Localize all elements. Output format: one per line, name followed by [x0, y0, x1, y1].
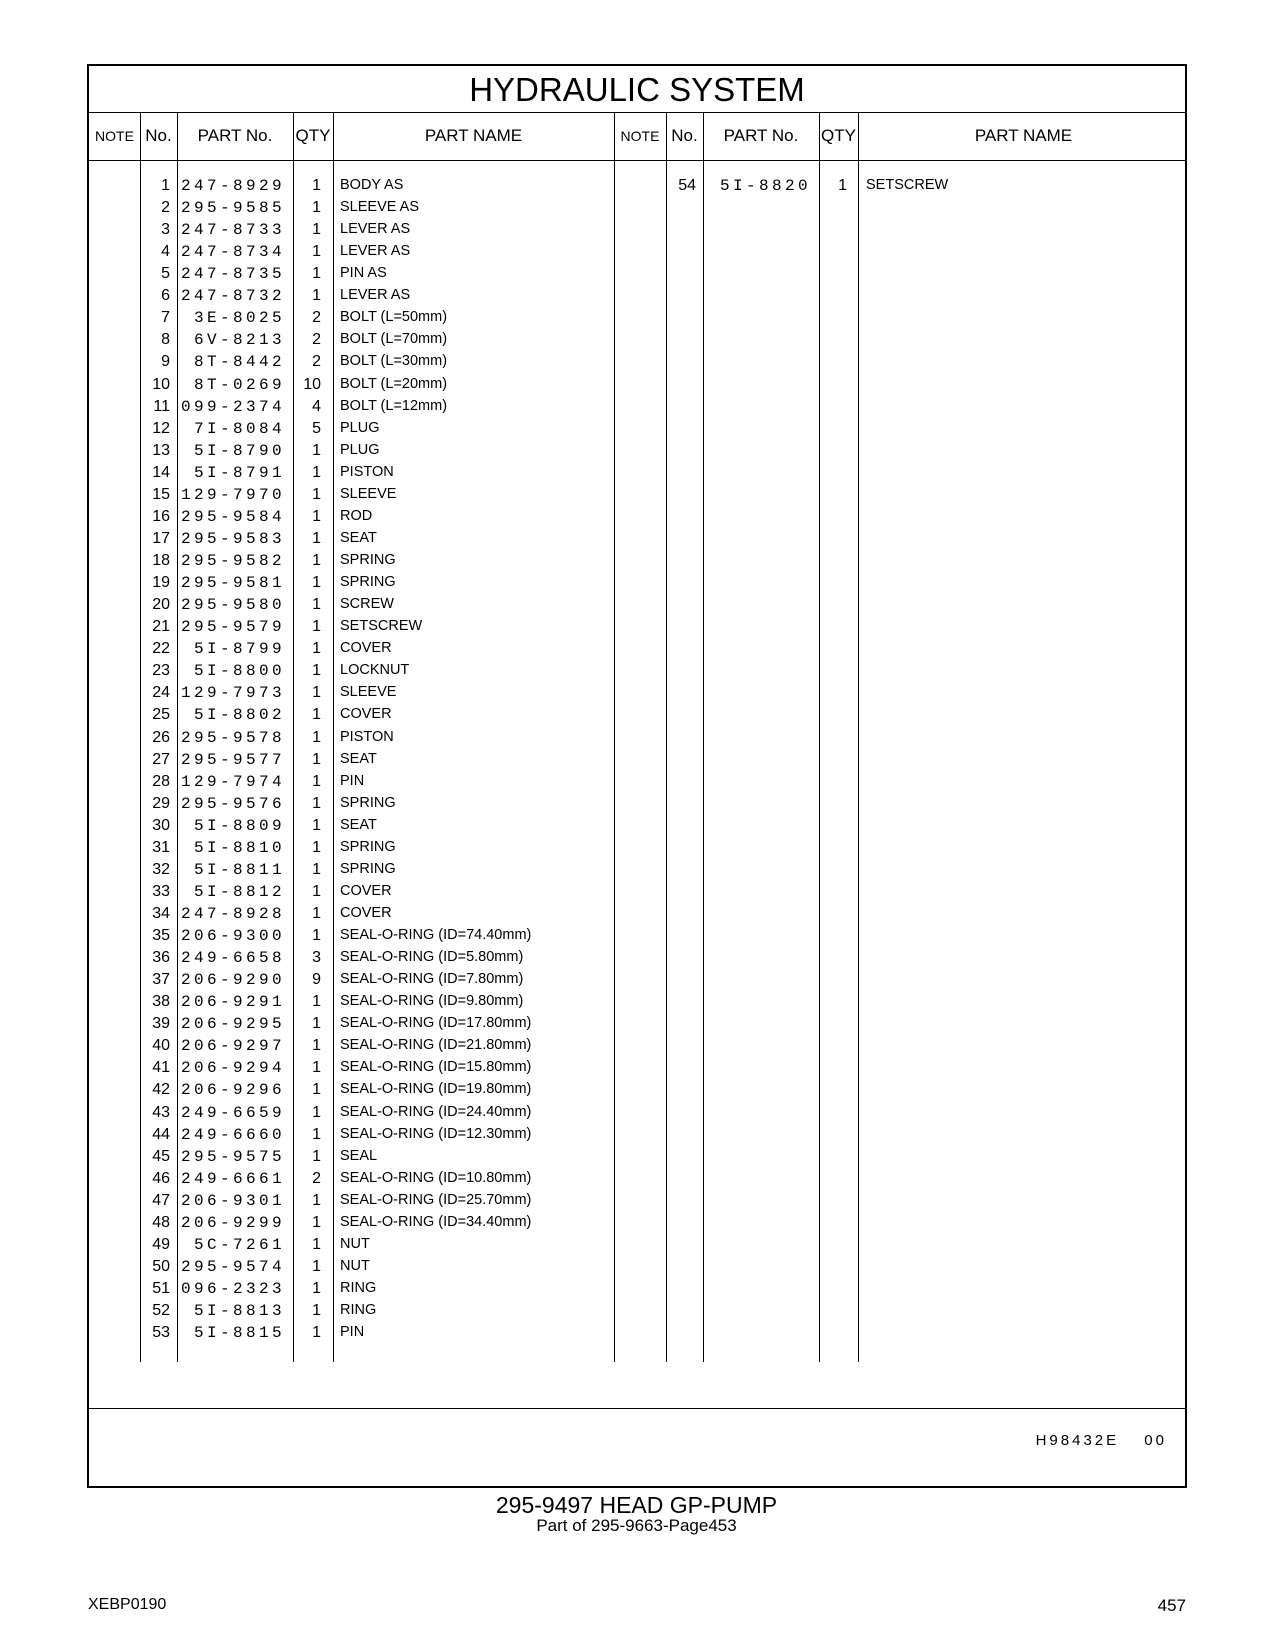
part-index: 42 [152, 1081, 170, 1099]
part-index: 26 [152, 728, 170, 746]
part-index: 18 [152, 552, 170, 570]
part-quantity: 1 [312, 463, 321, 481]
part-name: COVER [340, 640, 392, 657]
part-number: 5I-8800 [193, 662, 285, 681]
part-quantity: 1 [312, 1059, 321, 1077]
table-body-bottom-rule [89, 1408, 1185, 1409]
part-number: 5I-8820 [719, 177, 811, 195]
part-number: 249-6659 [180, 1103, 285, 1122]
part-quantity: 1 [312, 640, 321, 658]
part-index: 16 [152, 507, 170, 525]
part-index: 35 [152, 927, 170, 945]
part-name: LEVER AS [340, 287, 411, 304]
part-index: 53 [152, 1324, 170, 1342]
part-number: 295-9579 [180, 618, 285, 637]
part-name: SEAL-O-RING (ID=19.80mm) [340, 1081, 532, 1098]
part-quantity: 1 [312, 728, 321, 746]
part-quantity: 1 [312, 529, 321, 547]
header-part-name-right: PART NAME [974, 126, 1073, 145]
part-index: 52 [152, 1302, 170, 1320]
part-number: 249-6661 [180, 1169, 285, 1188]
part-quantity: 1 [838, 177, 847, 194]
part-number: 295-9582 [180, 552, 285, 571]
part-number: 5I-8813 [193, 1302, 285, 1321]
part-quantity: 1 [312, 441, 321, 459]
part-name: SEAT [340, 529, 377, 546]
part-quantity: 4 [312, 397, 321, 415]
part-quantity: 1 [312, 1125, 321, 1143]
part-name: SEAT [340, 816, 377, 833]
part-number: 206-9297 [180, 1037, 285, 1056]
part-quantity: 2 [312, 353, 321, 371]
part-name: SETSCREW [340, 618, 423, 635]
part-quantity: 1 [312, 838, 321, 856]
part-index: 21 [152, 618, 170, 636]
part-index: 25 [152, 706, 170, 724]
part-name: LEVER AS [340, 221, 411, 238]
part-index: 20 [152, 596, 170, 614]
part-name: SLEEVE [340, 684, 397, 701]
part-index: 54 [678, 177, 696, 194]
part-name: SCREW [340, 596, 394, 613]
part-number: 249-6658 [180, 949, 285, 968]
part-number: 295-9578 [180, 728, 285, 747]
part-quantity: 1 [312, 1037, 321, 1055]
part-name: PIN [340, 1324, 365, 1341]
part-quantity: 1 [312, 507, 321, 525]
part-name: SPRING [340, 860, 396, 877]
part-number: 206-9294 [180, 1059, 285, 1078]
part-number: 295-9583 [180, 529, 285, 548]
part-quantity: 1 [312, 1324, 321, 1342]
part-number: 3E-8025 [193, 309, 285, 328]
part-index: 33 [152, 882, 170, 900]
part-name: LEVER AS [340, 243, 411, 260]
part-number: 206-9296 [180, 1081, 285, 1100]
part-quantity: 2 [312, 1169, 321, 1187]
part-name: SEAL-O-RING (ID=34.40mm) [340, 1213, 532, 1230]
part-number: 247-8929 [180, 177, 285, 195]
part-index: 8 [161, 331, 170, 349]
part-name: PIN [340, 772, 365, 789]
part-number: 206-9299 [180, 1213, 285, 1232]
part-index: 24 [152, 684, 170, 702]
page-number: 457 [1157, 1596, 1186, 1615]
part-name: SEAL-O-RING (ID=7.80mm) [340, 971, 524, 988]
part-quantity: 1 [312, 265, 321, 283]
part-index: 12 [152, 419, 170, 437]
part-index: 50 [152, 1257, 170, 1275]
table-header [89, 112, 1185, 161]
part-quantity: 3 [312, 949, 321, 967]
part-index: 10 [152, 375, 170, 393]
part-number: 5I-8791 [193, 463, 285, 482]
part-quantity: 1 [312, 221, 321, 239]
part-name: SEAL-O-RING (ID=25.70mm) [340, 1191, 532, 1208]
part-quantity: 1 [312, 684, 321, 702]
parts-table [87, 64, 1187, 1488]
part-quantity: 1 [312, 1103, 321, 1121]
part-quantity: 1 [312, 1280, 321, 1297]
part-index: 40 [152, 1037, 170, 1055]
part-quantity: 1 [312, 662, 321, 680]
part-name: SEAL-O-RING (ID=24.40mm) [340, 1103, 532, 1120]
part-index: 30 [152, 816, 170, 834]
part-quantity: 1 [312, 243, 321, 261]
part-index: 13 [152, 441, 170, 459]
part-number: 295-9575 [180, 1147, 285, 1166]
header-part-no-right: PART No. [723, 126, 799, 145]
assembly-subcaption: Part of 295-9663-Page453 [536, 1516, 737, 1535]
part-index: 27 [152, 750, 170, 768]
part-index: 9 [161, 353, 170, 371]
part-quantity: 1 [312, 1081, 321, 1099]
part-quantity: 1 [312, 596, 321, 614]
part-index: 7 [161, 309, 170, 327]
part-index: 45 [152, 1147, 170, 1165]
drawing-code: H98432E 00 [1035, 1432, 1167, 1449]
part-index: 3 [161, 221, 170, 239]
part-name: SEAL-O-RING (ID=21.80mm) [340, 1037, 532, 1054]
part-number: 8T-0269 [193, 375, 285, 394]
part-name: SEAL-O-RING (ID=17.80mm) [340, 1015, 532, 1032]
column-divider [858, 112, 859, 1362]
part-quantity: 1 [312, 706, 321, 724]
part-number: 5I-8812 [193, 882, 285, 901]
part-name: NUT [340, 1235, 370, 1252]
part-quantity: 1 [312, 750, 321, 768]
header-note-right: NOTE [620, 128, 660, 144]
part-quantity: 2 [312, 309, 321, 327]
part-quantity: 9 [312, 971, 321, 989]
part-name: BOLT (L=20mm) [340, 375, 448, 392]
part-name: PISTON [340, 728, 394, 745]
part-quantity: 1 [312, 287, 321, 305]
part-index: 51 [152, 1280, 170, 1297]
part-quantity: 5 [312, 419, 321, 437]
part-quantity: 1 [312, 485, 321, 503]
part-number: 6V-8213 [193, 331, 285, 350]
part-name: SLEEVE AS [340, 199, 419, 216]
part-number: 7I-8084 [193, 419, 285, 438]
part-number: 206-9300 [180, 927, 285, 946]
part-quantity: 1 [312, 1191, 321, 1209]
part-name: SEAL-O-RING (ID=15.80mm) [340, 1059, 532, 1076]
part-number: 249-6660 [180, 1125, 285, 1144]
part-number: 129-7970 [180, 485, 285, 504]
part-index: 14 [152, 463, 170, 481]
part-number: 5I-8809 [193, 816, 285, 835]
part-name: RING [340, 1280, 377, 1296]
part-index: 38 [152, 993, 170, 1011]
part-quantity: 10 [303, 375, 321, 393]
part-index: 17 [152, 529, 170, 547]
part-quantity: 1 [312, 816, 321, 834]
part-name: SEAL-O-RING (ID=10.80mm) [340, 1169, 532, 1186]
part-number: 295-9585 [180, 199, 285, 218]
part-quantity: 1 [312, 904, 321, 922]
part-index: 15 [152, 485, 170, 503]
part-number: 295-9580 [180, 596, 285, 615]
part-quantity: 1 [312, 1302, 321, 1320]
part-name: SPRING [340, 838, 396, 855]
part-name: BOLT (L=70mm) [340, 331, 448, 348]
part-number: 099-2374 [180, 397, 285, 416]
part-number: 5C-7261 [193, 1235, 285, 1254]
part-index: 19 [152, 574, 170, 592]
part-name: SPRING [340, 574, 396, 591]
part-number: 206-9301 [180, 1191, 285, 1210]
header-no-left: No. [145, 126, 172, 145]
part-name: BOLT (L=30mm) [340, 353, 448, 370]
part-index: 34 [152, 904, 170, 922]
header-qty-right: QTY [821, 126, 856, 145]
part-number: 5I-8811 [193, 860, 285, 879]
part-name: SEAL-O-RING (ID=74.40mm) [340, 927, 532, 944]
part-index: 44 [152, 1125, 170, 1143]
part-quantity: 1 [312, 574, 321, 592]
part-name: SEAT [340, 750, 377, 767]
part-quantity: 1 [312, 882, 321, 900]
part-number: 5I-8790 [193, 441, 285, 460]
part-name: COVER [340, 904, 392, 921]
part-index: 28 [152, 772, 170, 790]
part-name: LOCKNUT [340, 662, 410, 679]
part-number: 206-9290 [180, 971, 285, 990]
part-index: 31 [152, 838, 170, 856]
part-name: RING [340, 1302, 377, 1319]
part-number: 247-8732 [180, 287, 285, 306]
column-divider [614, 112, 615, 1362]
part-name: PIN AS [340, 265, 387, 282]
part-number: 096-2323 [180, 1280, 285, 1298]
part-number: 247-8733 [180, 221, 285, 240]
part-name: PLUG [340, 419, 380, 436]
part-name: COVER [340, 882, 392, 899]
part-number: 295-9576 [180, 794, 285, 813]
part-index: 23 [152, 662, 170, 680]
part-quantity: 1 [312, 199, 321, 217]
part-number: 129-7974 [180, 772, 285, 791]
part-name: BODY AS [340, 177, 404, 193]
part-quantity: 1 [312, 1257, 321, 1275]
part-index: 6 [161, 287, 170, 305]
part-name: SEAL [340, 1147, 378, 1164]
part-index: 41 [152, 1059, 170, 1077]
part-index: 5 [161, 265, 170, 283]
part-name: COVER [340, 706, 392, 723]
part-name: SPRING [340, 552, 396, 569]
part-index: 46 [152, 1169, 170, 1187]
part-quantity: 2 [312, 331, 321, 349]
part-index: 37 [152, 971, 170, 989]
part-number: 129-7973 [180, 684, 285, 703]
part-name: SETSCREW [866, 177, 949, 193]
part-number: 295-9584 [180, 507, 285, 526]
part-quantity: 1 [312, 177, 321, 194]
header-note-left: NOTE [95, 128, 134, 144]
part-index: 48 [152, 1213, 170, 1231]
column-divider [666, 112, 667, 1362]
part-quantity: 1 [312, 927, 321, 945]
part-number: 5I-8799 [193, 640, 285, 659]
part-number: 295-9581 [180, 574, 285, 593]
part-quantity: 1 [312, 993, 321, 1011]
part-name: SPRING [340, 794, 396, 811]
part-quantity: 1 [312, 618, 321, 636]
part-quantity: 1 [312, 794, 321, 812]
part-name: ROD [340, 507, 373, 524]
part-number: 247-8735 [180, 265, 285, 284]
part-index: 39 [152, 1015, 170, 1033]
part-index: 1 [161, 177, 170, 194]
part-number: 5I-8815 [193, 1324, 285, 1343]
part-number: 247-8928 [180, 904, 285, 923]
column-divider [703, 112, 704, 1362]
part-index: 22 [152, 640, 170, 658]
part-index: 49 [152, 1235, 170, 1253]
part-number: 206-9295 [180, 1015, 285, 1034]
part-name: SEAL-O-RING (ID=12.30mm) [340, 1125, 532, 1142]
part-quantity: 1 [312, 1235, 321, 1253]
part-index: 47 [152, 1191, 170, 1209]
header-no-right: No. [671, 126, 698, 145]
part-number: 5I-8802 [193, 706, 285, 725]
part-quantity: 1 [312, 1213, 321, 1231]
part-name: BOLT (L=50mm) [340, 309, 448, 326]
part-name: NUT [340, 1257, 370, 1274]
part-index: 4 [161, 243, 170, 261]
part-index: 2 [161, 199, 170, 217]
part-number: 295-9577 [180, 750, 285, 769]
part-quantity: 1 [312, 1147, 321, 1165]
header-part-name-left: PART NAME [424, 126, 523, 145]
part-index: 36 [152, 949, 170, 967]
part-number: 8T-8442 [193, 353, 285, 372]
part-name: SLEEVE [340, 485, 397, 502]
table-title: HYDRAULIC SYSTEM [89, 66, 1185, 113]
part-number: 295-9574 [180, 1257, 285, 1276]
part-quantity: 1 [312, 552, 321, 570]
part-index: 29 [152, 794, 170, 812]
column-divider [333, 112, 334, 1362]
part-quantity: 1 [312, 1015, 321, 1033]
part-index: 43 [152, 1103, 170, 1121]
assembly-caption: 295-9497 HEAD GP-PUMP [495, 1492, 778, 1518]
column-divider [819, 112, 820, 1362]
part-name: PLUG [340, 441, 380, 458]
part-name: BOLT (L=12mm) [340, 397, 448, 414]
part-name: SEAL-O-RING (ID=9.80mm) [340, 993, 524, 1010]
part-name: PISTON [340, 463, 394, 480]
part-number: 5I-8810 [193, 838, 285, 857]
part-index: 32 [152, 860, 170, 878]
part-name: SEAL-O-RING (ID=5.80mm) [340, 949, 524, 966]
part-quantity: 1 [312, 860, 321, 878]
part-number: 247-8734 [180, 243, 285, 262]
part-quantity: 1 [312, 772, 321, 790]
part-number: 206-9291 [180, 993, 285, 1012]
header-qty-left: QTY [295, 126, 331, 145]
part-index: 11 [153, 397, 170, 415]
document-code: XEBP0190 [88, 1596, 167, 1613]
header-part-no-left: PART No. [197, 126, 273, 145]
